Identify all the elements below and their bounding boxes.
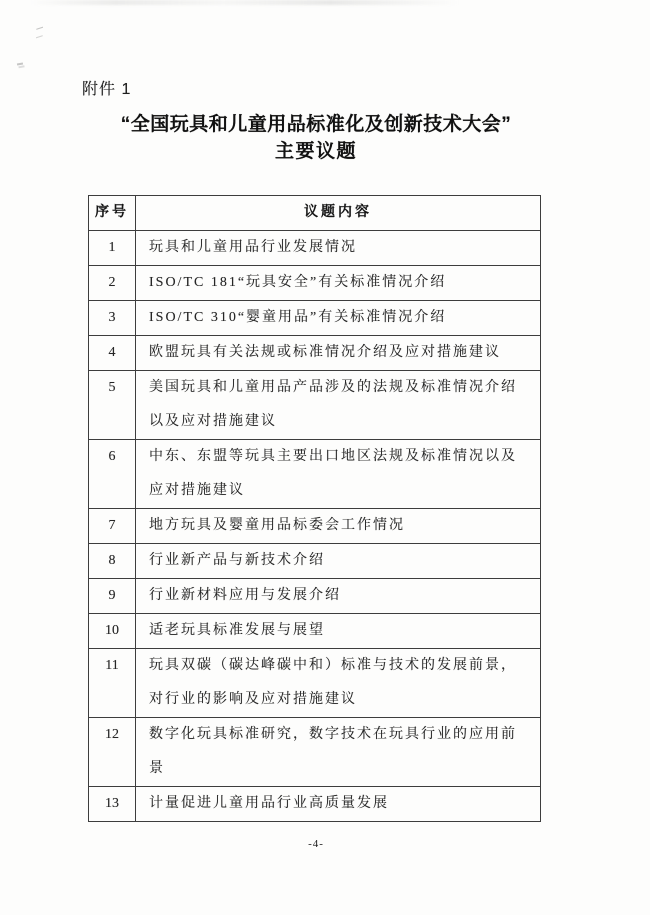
row-content-cell: 欧盟玩具有关法规或标准情况介绍及应对措施建议 [136, 336, 541, 371]
table-row [89, 371, 541, 440]
row-number-cell: 6 [89, 440, 136, 509]
row-content-cell: 行业新产品与新技术介绍 [136, 544, 541, 579]
document-title-line1: “全国玩具和儿童用品标准化及创新技术大会” [120, 114, 512, 135]
table-row [89, 301, 541, 336]
page-number: -4- [308, 838, 324, 850]
header-cell-number: 序号 [89, 196, 136, 231]
row-number-cell: 9 [89, 579, 136, 614]
scan-smudge [30, 0, 460, 5]
row-content-cell: 数字化玩具标准研究，数字技术在玩具行业的应用前景 [136, 718, 541, 787]
row-number-cell: 7 [89, 509, 136, 544]
table-row [89, 336, 541, 371]
table-header [89, 196, 541, 231]
document-title-line2: 主要议题 [274, 141, 357, 162]
row-number-cell: 4 [89, 336, 136, 371]
row-content-cell: ISO/TC 181“玩具安全”有关标准情况介绍 [136, 266, 541, 301]
table-row [89, 266, 541, 301]
table-row [89, 718, 541, 787]
row-number-cell: 5 [89, 371, 136, 440]
row-number-cell: 1 [89, 231, 136, 266]
row-content-cell: 适老玩具标准发展与展望 [136, 614, 541, 649]
row-number-cell: 3 [89, 301, 136, 336]
row-number-cell: 12 [89, 718, 136, 787]
row-content-cell: 地方玩具及婴童用品标委会工作情况 [136, 509, 541, 544]
row-number-cell: 2 [89, 266, 136, 301]
row-content-cell: 计量促进儿童用品行业高质量发展 [136, 787, 541, 822]
row-number-cell: 10 [89, 614, 136, 649]
row-number-cell: 11 [89, 649, 136, 718]
row-content-cell: 玩具和儿童用品行业发展情况 [136, 231, 541, 266]
row-content-cell: 中东、东盟等玩具主要出口地区法规及标准情况以及应对措施建议 [136, 440, 541, 509]
table-row [89, 440, 541, 509]
table-row [89, 544, 541, 579]
topics-table [88, 195, 541, 822]
table-row [89, 231, 541, 266]
table-row [89, 579, 541, 614]
table-row [89, 614, 541, 649]
row-number-cell: 8 [89, 544, 136, 579]
row-content-cell: 美国玩具和儿童用品产品涉及的法规及标准情况介绍以及应对措施建议 [136, 371, 541, 440]
table-row [89, 787, 541, 822]
attachment-label: 附件 1 [82, 81, 132, 98]
table-row [89, 649, 541, 718]
scan-speck [17, 62, 23, 65]
document-title [0, 112, 632, 166]
table-body [89, 231, 541, 822]
row-content-cell: 行业新材料应用与发展介绍 [136, 579, 541, 614]
row-content-cell: 玩具双碳（碳达峰碳中和）标准与技术的发展前景，对行业的影响及应对措施建议 [136, 649, 541, 718]
table-header-row [89, 196, 541, 231]
scan-speck [36, 27, 43, 39]
row-content-cell: ISO/TC 310“婴童用品”有关标准情况介绍 [136, 301, 541, 336]
header-cell-content: 议题内容 [136, 196, 541, 231]
row-number-cell: 13 [89, 787, 136, 822]
table-row [89, 509, 541, 544]
